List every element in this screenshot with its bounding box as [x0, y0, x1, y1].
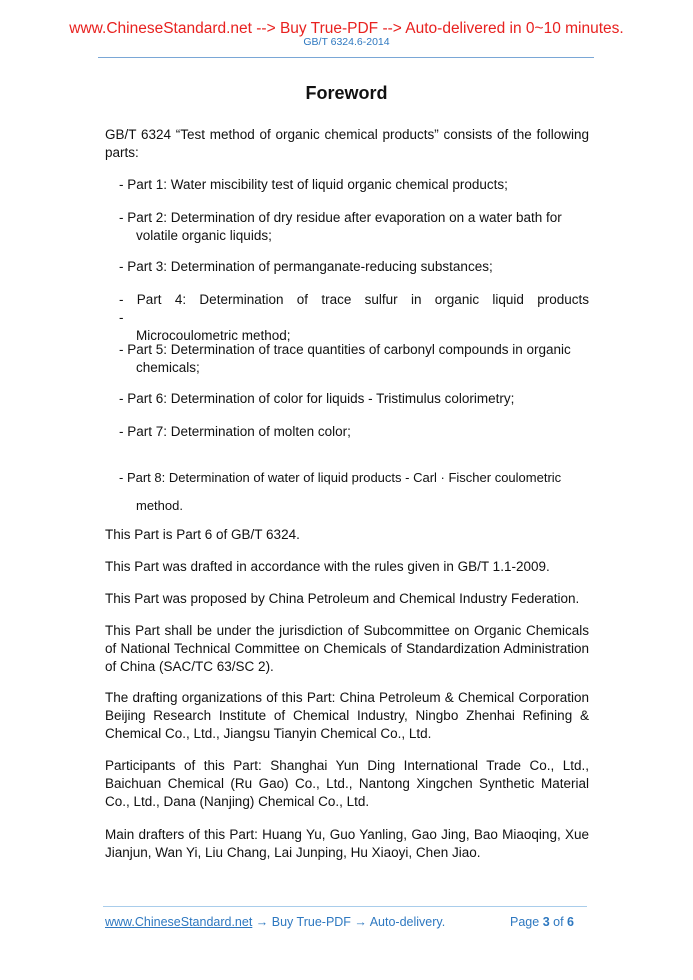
- list-item-text: - Part 2: Determination of dry residue after evaporation on a water bath for: [119, 210, 562, 225]
- list-item-text: - Part 5: Determination of trace quantities of carbonyl compounds in organic: [119, 342, 571, 357]
- paragraph: [105, 590, 589, 608]
- paragraph-text: This Part shall be under the jurisdiction of Subcommittee on Organic Chemicals of National Technical Committee on Chemicals of Standardization Administration of China (SAC/TC 63/SC 2).: [105, 623, 589, 674]
- list-item-text: - Part 8: Determination of water of liquid products - Carl · Fischer coulometric: [119, 470, 562, 485]
- paragraph: [105, 757, 589, 811]
- paragraph-text: The drafting organizations of this Part: China Petroleum & Chemical Corporation Beijing Research Institute of Chemical Industry, Ningbo Zhenhai Refining & Chemical Co., Ltd., Jiangsu Tianyin Chemical Co., Ltd.: [105, 690, 589, 741]
- footer-promo: [105, 915, 445, 929]
- page-title: Foreword: [305, 83, 388, 103]
- list-item: [119, 258, 589, 276]
- list-item-continuation: chemicals;: [136, 360, 200, 375]
- list-item-text: - Part 7: Determination of molten color;: [119, 424, 351, 439]
- paragraph-text: Main drafters of this Part: Huang Yu, Guo Yanling, Gao Jing, Bao Miaoqing, Xue Jianjun, Wan Yi, Liu Chang, Lai Junping, Hu Xiaoyi, Chen Jiao.: [105, 827, 589, 860]
- list-item: [119, 390, 589, 408]
- footer-divider: [103, 906, 587, 907]
- list-item-continuation: volatile organic liquids;: [136, 228, 272, 243]
- paragraph-text: This Part is Part 6 of GB/T 6324.: [105, 527, 300, 542]
- paragraph-text: Participants of this Part: Shanghai Yun Ding International Trade Co., Ltd., Baichuan Chemical (Ru Gao) Co., Ltd., Nantong Xingchen Synthetic Material Co., Ltd., Dana (Nanjing) Chemical Co., Ltd.: [105, 758, 589, 809]
- paragraph: [105, 622, 589, 676]
- intro-text: GB/T 6324 “Test method of organic chemical products” consists of the following parts:: [105, 127, 589, 160]
- promo-banner[interactable]: www.ChineseStandard.net --> Buy True-PDF --> Auto-delivered in 0~10 minutes.: [69, 20, 624, 37]
- paragraph: [105, 526, 589, 544]
- page-current: 3: [542, 915, 550, 929]
- list-item-text: - Part 3: Determination of permanganate-reducing substances;: [119, 259, 493, 274]
- list-item: [119, 341, 589, 377]
- list-item-continuation: method.: [136, 498, 183, 513]
- paragraph-text: This Part was proposed by China Petroleum and Chemical Industry Federation.: [105, 591, 580, 606]
- list-item-text: - Part 1: Water miscibility test of liquid organic chemical products;: [119, 177, 508, 192]
- list-item: [119, 209, 589, 245]
- paragraph: [105, 689, 589, 743]
- paragraph: [105, 558, 589, 576]
- page-indicator: [510, 915, 574, 929]
- intro-paragraph: [105, 126, 589, 162]
- list-item: [119, 176, 589, 194]
- list-item: [119, 423, 589, 441]
- list-item-text: - Part 4: Determination of trace sulfur in organic liquid products -: [119, 292, 589, 325]
- list-item-continuation: Microcoulometric method;: [136, 328, 291, 343]
- footer-tagline: → Buy True-PDF → Auto-delivery.: [252, 915, 446, 929]
- list-item: [119, 291, 589, 345]
- paragraph-text: This Part was drafted in accordance with the rules given in GB/T 1.1-2009.: [105, 559, 550, 574]
- list-item-text: - Part 6: Determination of color for liquids - Tristimulus colorimetry;: [119, 391, 515, 406]
- list-item: [119, 464, 589, 520]
- page-total: 6: [567, 915, 574, 929]
- of-label: of: [553, 915, 564, 929]
- paragraph: [105, 826, 589, 862]
- footer-link[interactable]: www.ChineseStandard.net: [105, 915, 253, 929]
- header-divider: [98, 57, 594, 58]
- standard-code: GB/T 6324.6-2014: [303, 36, 390, 48]
- page-label: Page: [510, 915, 540, 929]
